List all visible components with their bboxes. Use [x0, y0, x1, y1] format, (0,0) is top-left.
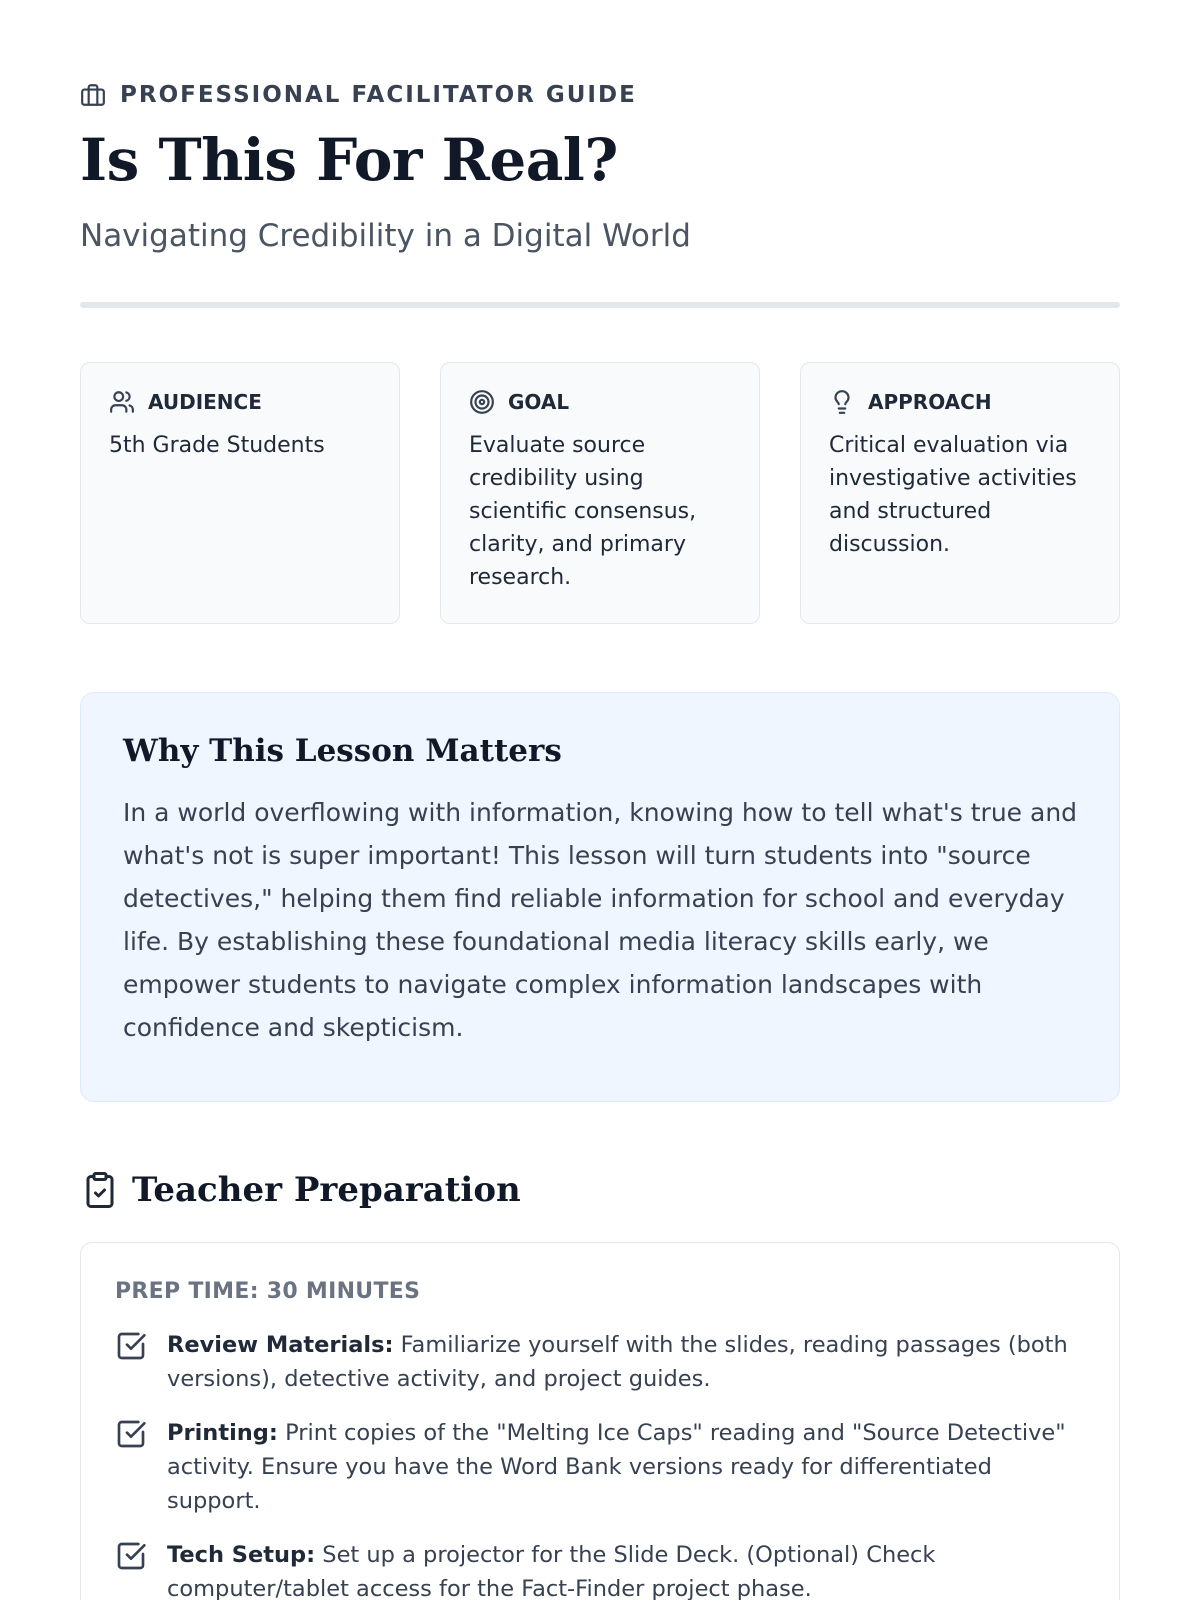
checklist-item-description: Set up a projector for the Slide Deck. (Optional) Check computer/tablet access for the Fact-Finder project phase. [167, 1542, 936, 1600]
why-body: In a world overflowing with information, knowing how to tell what's true and what's not is super important! This lesson will turn students into "source detectives," helping them find reliable information for school and everyday life. By establishing these foundational media literacy skills early, we empower students to navigate complex information landscapes with confidence and skepticism. [123, 798, 1078, 1042]
checklist-item-label: Tech Setup: [167, 1542, 316, 1568]
checklist-item-label: Review Materials: [167, 1332, 394, 1358]
checklist-item-text [167, 1538, 1085, 1600]
approach-text: Critical evaluation via investigative activities and structured discussion. [829, 433, 1077, 557]
prep-heading [82, 1170, 521, 1210]
checklist-item [115, 1328, 1085, 1396]
audience-label: AUDIENCE [148, 390, 262, 414]
prep-box [80, 1242, 1120, 1600]
checklist-item [115, 1416, 1085, 1518]
goal-label: GOAL [508, 390, 570, 414]
why-heading: Why This Lesson Matters [123, 733, 562, 769]
audience-card [80, 362, 400, 624]
goal-card-header [469, 389, 733, 415]
prep-checklist [115, 1328, 1085, 1600]
why-section [80, 692, 1120, 1102]
audience-card-header [109, 389, 373, 415]
checklist-item-label: Printing: [167, 1420, 278, 1446]
info-cards [80, 362, 1120, 624]
page-subtitle: Navigating Credibility in a Digital World [80, 218, 691, 254]
checklist-item-description: Print copies of the "Melting Ice Caps" reading and "Source Detective" activity. Ensure you have the Word Bank versions ready for differentiated support. [167, 1420, 1066, 1514]
audience-text: 5th Grade Students [109, 433, 325, 458]
clipboard-check-icon [82, 1170, 118, 1210]
prep-heading-text: Teacher Preparation [132, 1170, 521, 1210]
target-icon [469, 389, 495, 415]
goal-card [440, 362, 760, 624]
header-divider [80, 302, 1120, 308]
lightbulb-icon [829, 389, 855, 415]
briefcase-icon [80, 82, 106, 108]
checklist-item [115, 1538, 1085, 1600]
checkbox-checked-icon [115, 1418, 147, 1450]
checkbox-checked-icon [115, 1540, 147, 1572]
eyebrow-label: PROFESSIONAL FACILITATOR GUIDE [120, 82, 637, 108]
users-icon [109, 389, 135, 415]
goal-text: Evaluate source credibility using scientific consensus, clarity, and primary research. [469, 433, 697, 590]
guide-eyebrow [80, 82, 637, 108]
prep-time: PREP TIME: 30 MINUTES [115, 1279, 421, 1304]
approach-label: APPROACH [868, 390, 992, 414]
checklist-item-text [167, 1416, 1085, 1518]
checklist-item-description: Familiarize yourself with the slides, reading passages (both versions), detective activity, and project guides. [167, 1332, 1068, 1392]
checklist-item-text [167, 1328, 1085, 1396]
page-title: Is This For Real? [80, 126, 618, 194]
approach-card [800, 362, 1120, 624]
checkbox-checked-icon [115, 1330, 147, 1362]
approach-card-header [829, 389, 1093, 415]
